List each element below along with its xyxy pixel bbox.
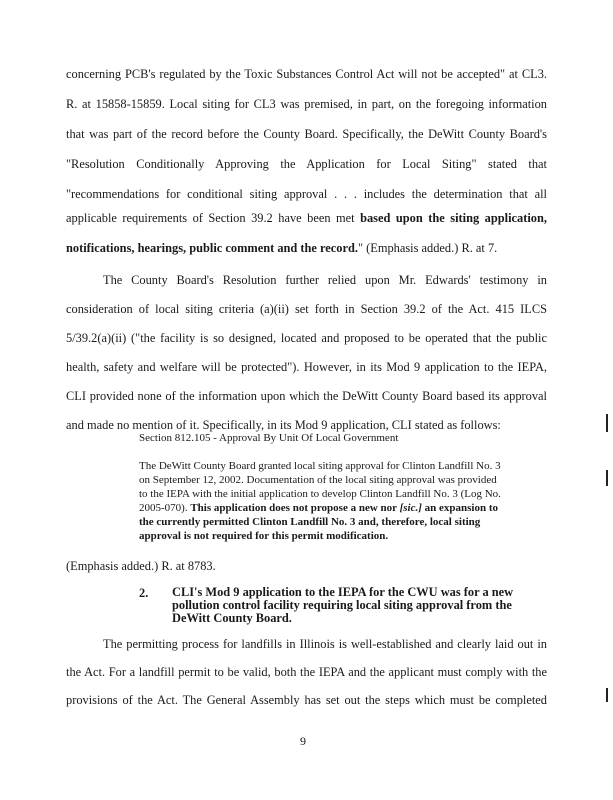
quote-line-4 xyxy=(139,502,498,515)
para3-line-3: provisions of the Act. The General Assembly has set out the steps which must be completed xyxy=(66,693,547,707)
quote-line-1: The DeWitt County Board granted local siting approval for Clinton Landfill No. 3 xyxy=(139,460,501,472)
para1-line-7 xyxy=(66,240,497,256)
quote-sic: [sic.] xyxy=(399,502,422,514)
para2-line-2: consideration of local siting criteria (a)(ii) set forth in Section 39.2 of the Act. 415 ILCS xyxy=(66,302,547,316)
para2-line-5: CLI provided none of the information upon which the DeWitt County Board based its approval xyxy=(66,389,547,403)
para1-line-4: "Resolution Conditionally Approving the Application for Local Siting" stated that xyxy=(66,157,547,171)
para1-line-7-emphasis: notifications, hearings, public comment and the record. xyxy=(66,241,358,255)
quote-line-4-text: 2005-070). xyxy=(139,502,191,514)
para1-line-7-text: " (Emphasis added.) R. at 7. xyxy=(357,241,498,255)
citation: (Emphasis added.) R. at 8783. xyxy=(66,559,216,573)
quote-line-4-emphasis: This application does not propose a new nor xyxy=(190,502,400,514)
section-heading-line-3: DeWitt County Board. xyxy=(172,611,292,625)
section-heading-line-2: pollution control facility requiring local siting approval from the xyxy=(172,598,512,612)
section-heading-line-1: CLI's Mod 9 application to the IEPA for the CWU was for a new xyxy=(172,585,514,599)
para1-line-6-text: applicable requirements of Section 39.2 have been met xyxy=(66,211,361,225)
quote-line-3: to the IEPA with the initial application to develop Clinton Landfill No. 3 (Log No. xyxy=(139,488,501,500)
para3-line-1: The permitting process for landfills in Illinois is well-established and clearly laid out in xyxy=(103,637,547,651)
para1-line-6 xyxy=(66,210,547,226)
para1-line-2: R. at 15858-15859. Local siting for CL3 was premised, in part, on the foregoing information xyxy=(66,97,547,111)
para1-line-6-emphasis: based upon the siting application, xyxy=(360,211,547,225)
scan-mark xyxy=(606,688,608,702)
para1-line-5: "recommendations for conditional siting approval . . . includes the determination that all xyxy=(66,187,547,201)
para1-line-1: concerning PCB's regulated by the Toxic Substances Control Act will not be accepted" at CL3. xyxy=(66,67,547,81)
quote-line-6: approval is not required for this permit modification. xyxy=(139,530,389,542)
scan-mark xyxy=(606,470,608,486)
quote-heading: Section 812.105 - Approval By Unit Of Local Government xyxy=(139,432,399,444)
page-number: 9 xyxy=(300,734,306,748)
section-number: 2. xyxy=(139,586,149,600)
para2-line-1: The County Board's Resolution further relied upon Mr. Edwards' testimony in xyxy=(103,273,547,287)
quote-line-5: the currently permitted Clinton Landfill No. 3 and, therefore, local siting xyxy=(139,516,481,528)
quote-line-4-emphasis-end: an expansion to xyxy=(421,502,498,514)
para2-line-6: and made no mention of it. Specifically, in its Mod 9 application, CLI stated as follows: xyxy=(66,418,501,432)
quote-line-2: on September 12, 2002. Documentation of the local siting approval was provided xyxy=(139,474,497,486)
para2-line-3: 5/39.2(a)(ii) ("the facility is so designed, located and proposed to be operated that the public xyxy=(66,331,547,345)
scan-mark xyxy=(606,414,608,432)
para2-line-4: health, safety and welfare will be protected"). However, in its Mod 9 application to the IEPA, xyxy=(66,360,547,374)
para3-line-2: the Act. For a landfill permit to be valid, both the IEPA and the applicant must comply with the xyxy=(66,665,547,679)
para1-line-3: that was part of the record before the County Board. Specifically, the DeWitt County Board's xyxy=(66,127,547,141)
